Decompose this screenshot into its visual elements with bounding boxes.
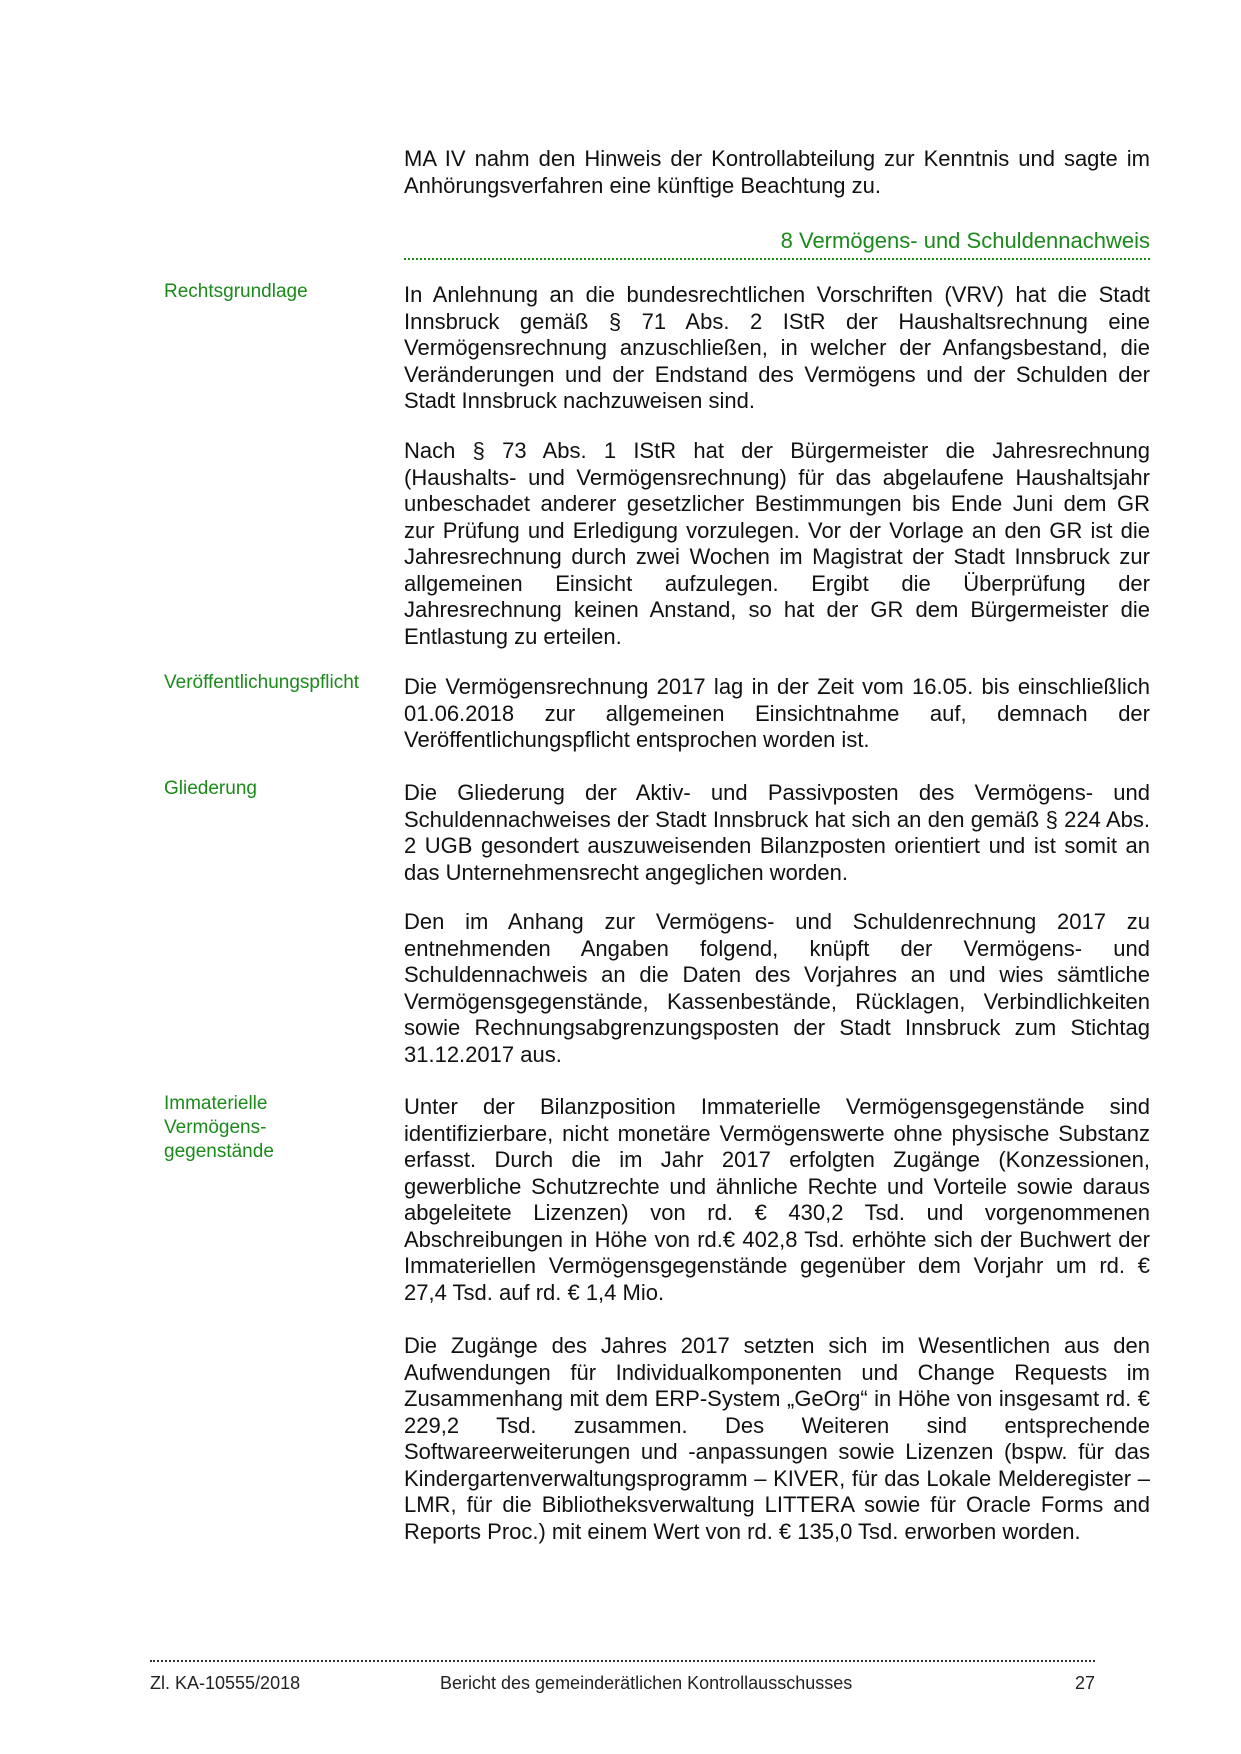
paragraph-text: In Anlehnung an die bundesrechtlichen Vorschriften (VRV) hat die Stadt Innsbruck gemäß § 71 Abs. 2 IStR der Haushaltsrechnung eine Vermögensrechnung anzuschließen, in welcher der Anfangsbestand, die Veränderungen und der Endstand des Vermögens und der Schulden der Stadt Innsbruck nachzuweisen sind. bbox=[404, 282, 1150, 413]
paragraph-text: Unter der Bilanzposition Immaterielle Vermögensgegenstände sind identifizierbare, nicht monetäre Vermögenswerte ohne physische Substanz erfasst. Durch die im Jahr 2017 erfolgten Zugänge (Konzessionen, gewerbliche Schutzrechte und ähnliche Rechte und Vorteile sowie daraus abgeleitete Lizenzen) von rd. € 430,2 Tsd. und vorgenommenen Abschreibungen in Höhe von rd.€ 402,8 Tsd. erhöhte sich der Buchwert der Immateriellen Vermögensgegenstände gegenüber dem Vorjahr um rd. € 27,4 Tsd. auf rd. € 1,4 Mio. bbox=[404, 1094, 1150, 1305]
footer-divider bbox=[150, 1660, 1095, 1662]
paragraph-gliederung bbox=[404, 780, 1150, 886]
paragraph-text: Die Zugänge des Jahres 2017 setzten sich im Wesentlichen aus den Aufwendungen für Individualkomponenten und Change Requests im Zusammenhang mit dem ERP-System „GeOrg“ in Höhe von insgesamt rd. € 229,2 Tsd. zusammen. Des Weiteren sind entsprechende Softwareerweiterungen und -anpassungen sowie Lizenzen (bspw. für das Kindergartenverwaltungsprogramm – KIVER, für das Lokale Melderegister – LMR, für die Bibliotheksverwaltung LITTERA sowie für Oracle Forms and Reports Proc.) mit einem Wert von rd. € 135,0 Tsd. erworben worden. bbox=[404, 1333, 1150, 1544]
paragraph-rechtsgrundlage bbox=[404, 282, 1150, 415]
paragraph-immaterielle bbox=[404, 1094, 1150, 1306]
margin-note-immaterielle: Immaterielle Vermögens- gegenstände bbox=[164, 1093, 274, 1162]
paragraph-text: Die Vermögensrechnung 2017 lag in der Zeit vom 16.05. bis einschließlich 01.06.2018 zur allgemeinen Einsichtnahme auf, demnach der Veröffentlichungspflicht entsprochen worden ist. bbox=[404, 674, 1150, 752]
paragraph-text: Die Gliederung der Aktiv- und Passivposten des Vermögens- und Schuldennachweises der Stadt Innsbruck hat sich an den gemäß § 224 Abs. 2 UGB gesondert auszuweisenden Bilanzposten orientiert und ist somit an das Unternehmensrecht angeglichen worden. bbox=[404, 780, 1150, 885]
footer-page-number: 27 bbox=[1074, 1673, 1095, 1693]
paragraph-veroeffentlichung bbox=[404, 674, 1150, 754]
footer-title: Bericht des gemeinderätlichen Kontrollausschusses bbox=[440, 1673, 853, 1693]
paragraph-jahresrechnung bbox=[404, 438, 1150, 650]
footer-reference: Zl. KA-10555/2018 bbox=[150, 1673, 301, 1693]
intro-paragraph bbox=[404, 146, 1150, 199]
paragraph-text: Den im Anhang zur Vermögens- und Schuldenrechnung 2017 zu entnehmenden Angaben folgend, knüpft der Vermögens- und Schuldennachweis an die Daten des Vorjahres an und wies sämtliche Vermögensgegenstände, Kassenbestände, Rücklagen, Verbindlichkeiten sowie Rechnungsabgrenzungsposten der Stadt Innsbruck zum Stichtag 31.12.2017 aus. bbox=[404, 909, 1150, 1067]
paragraph-text: Nach § 73 Abs. 1 IStR hat der Bürgermeister die Jahresrechnung (Haushalts- und Vermögensrechnung) für das abgelaufene Haushaltsjahr unbeschadet anderer gesetzlicher Bestimmungen bis Ende Juni dem GR zur Prüfung und Erledigung vorzulegen. Vor der Vorlage an den GR ist die Jahresrechnung durch zwei Wochen im Magistrat der Stadt Innsbruck zur allgemeinen Einsicht aufzulegen. Ergibt die Überprüfung der Jahresrechnung keinen Anstand, so hat der GR dem Bürgermeister die Entlastung zu erteilen. bbox=[404, 438, 1150, 649]
paragraph-anhang bbox=[404, 909, 1150, 1068]
section-heading: 8 Vermögens- und Schuldennachweis bbox=[780, 228, 1150, 253]
margin-note-gliederung: Gliederung bbox=[164, 778, 257, 799]
section-heading-divider bbox=[404, 258, 1150, 260]
margin-note-rechtsgrundlage: Rechtsgrundlage bbox=[164, 281, 308, 302]
margin-note-veroeffentlichungspflicht: Veröffentlichungspflicht bbox=[164, 672, 360, 693]
paragraph-zugaenge bbox=[404, 1333, 1150, 1545]
intro-text: MA IV nahm den Hinweis der Kontrollabteilung zur Kenntnis und sagte im Anhörungsverfahren eine künftige Beachtung zu. bbox=[404, 146, 1150, 198]
